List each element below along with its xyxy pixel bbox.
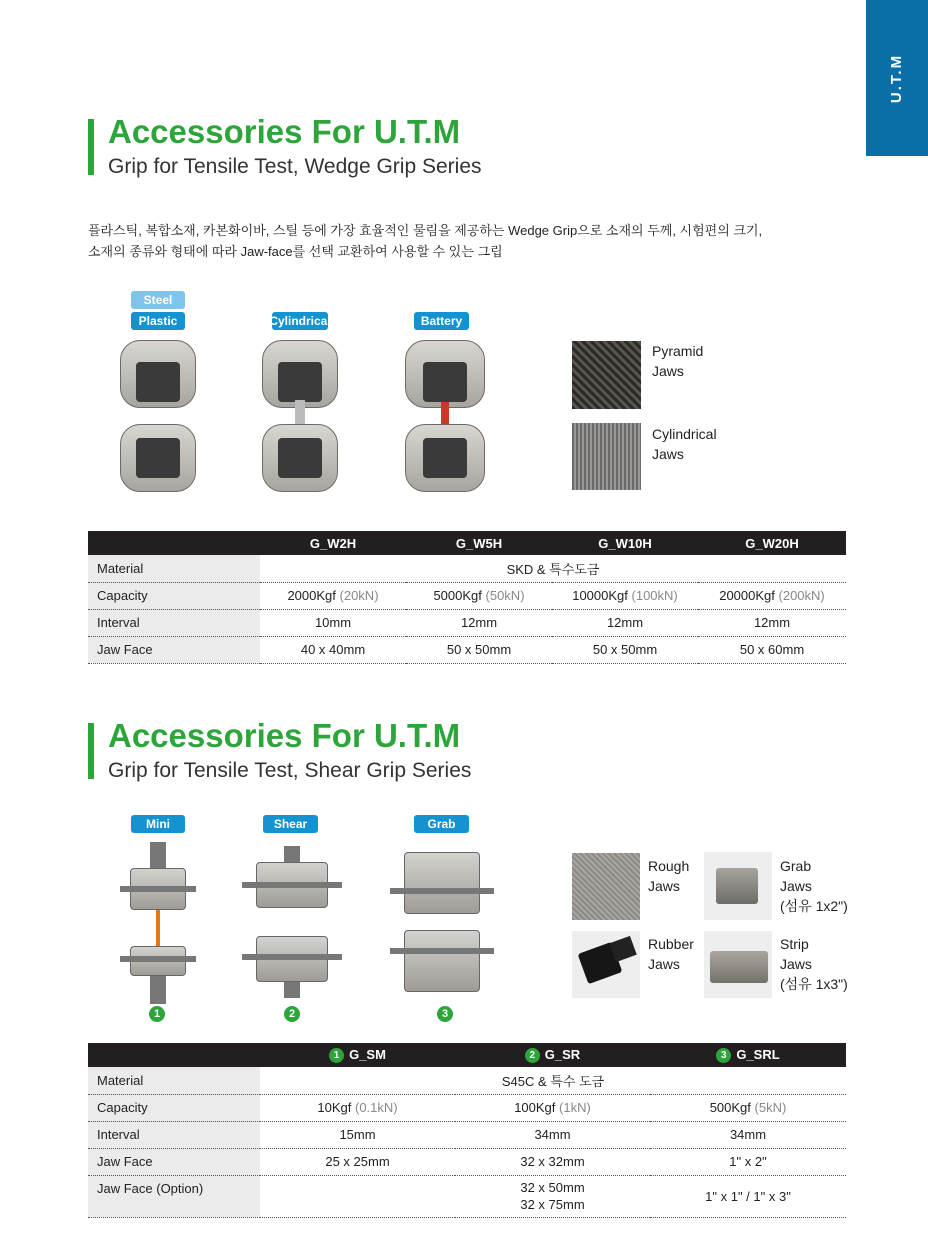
badge-cylindrical: Cylindrical [269, 314, 331, 328]
table-header-row [88, 1043, 846, 1067]
grab-grip-image [390, 842, 494, 1002]
row-label: Jaw Face [88, 1148, 260, 1175]
badge-mini: Mini [131, 815, 185, 833]
table-cell: 34mm [455, 1121, 650, 1148]
table-cell: 5000Kgf (50kN) [406, 582, 552, 609]
section1-subtitle: Grip for Tensile Test, Wedge Grip Series [108, 155, 482, 178]
badge-plastic: Plastic [131, 312, 185, 330]
grab-jaws-image [704, 852, 772, 920]
row-label: Material [88, 555, 260, 582]
section1-title: Accessories For U.T.M [108, 113, 461, 150]
table-row [88, 1067, 846, 1094]
table-cell: 32 x 32mm [455, 1148, 650, 1175]
side-tab-label: U.T.M [888, 53, 906, 103]
table-header: 3 G_SRL [650, 1043, 846, 1067]
table-cell: 34mm [650, 1121, 846, 1148]
table-row [88, 609, 846, 636]
table-cell: SKD & 특수도금 [260, 555, 846, 582]
shear-grip-image [242, 842, 342, 1002]
table-row [88, 555, 846, 582]
wedge-grip-plastic-image [120, 340, 196, 492]
table-cell: 500Kgf (5kN) [650, 1094, 846, 1121]
wedge-grip-battery-image [405, 340, 485, 492]
device-number-2: 2 [284, 1006, 300, 1022]
desc-line-1: 플라스틱, 복합소재, 카본화이바, 스틸 등에 가장 효율적인 물림을 제공하는 Wedge Grip으로 소재의 두께, 시험편의 크기, [88, 223, 763, 238]
pyramid-jaws-label: Pyramid Jaws [652, 343, 704, 379]
table-cell: 10mm [260, 609, 406, 636]
cylindrical-jaws-image [572, 423, 641, 490]
table-cell: 10Kgf (0.1kN) [260, 1094, 455, 1121]
table-row [88, 1148, 846, 1175]
table-cell: 25 x 25mm [260, 1148, 455, 1175]
wedge-grip-spec-table [88, 531, 846, 664]
table-cell: 12mm [698, 609, 846, 636]
row-label: Jaw Face (Option) [88, 1175, 260, 1217]
table-cell: 20000Kgf (200kN) [698, 582, 846, 609]
desc-line-2: 소재의 종류와 형태에 따라 Jaw-face를 선택 교환하여 사용할 수 있는 그립 [88, 244, 503, 259]
section2-title: Accessories For U.T.M [108, 717, 461, 754]
badge-battery: Battery [414, 312, 469, 330]
row-label: Material [88, 1067, 260, 1094]
table-cell: 50 x 50mm [406, 636, 552, 663]
table-header [88, 531, 260, 555]
table-cell: 32 x 50mm 32 x 75mm [455, 1175, 650, 1217]
badge-grab: Grab [414, 815, 469, 833]
table-row [88, 1094, 846, 1121]
table-header: G_W20H [698, 531, 846, 555]
table-cell: 10000Kgf (100kN) [552, 582, 698, 609]
section1-description [88, 220, 808, 262]
strip-jaws-image [704, 931, 772, 998]
grab-jaws-label: Grab Jaws (섬유 1x2") [780, 858, 848, 914]
heading-bar [88, 723, 94, 779]
table-cell: S45C & 특수 도금 [260, 1067, 846, 1094]
table-cell [260, 1175, 455, 1217]
table-cell: 12mm [552, 609, 698, 636]
table-header: G_W5H [406, 531, 552, 555]
cylindrical-jaws-label: Cylindrical Jaws [652, 426, 717, 462]
table-cell: 40 x 40mm [260, 636, 406, 663]
table-header: G_W2H [260, 531, 406, 555]
device-number-3: 3 [437, 1006, 453, 1022]
table-cell: 1" x 2" [650, 1148, 846, 1175]
wedge-grip-cylindrical-image [262, 340, 338, 492]
table-header [88, 1043, 260, 1067]
table-header: 2 G_SR [455, 1043, 650, 1067]
rough-jaws-image [572, 853, 640, 920]
row-label: Capacity [88, 582, 260, 609]
table-row [88, 1121, 846, 1148]
table-cell: 50 x 60mm [698, 636, 846, 663]
rubber-jaws-label: Rubber Jaws [648, 936, 694, 972]
shear-grip-spec-table [88, 1043, 846, 1218]
table-header-row [88, 531, 846, 555]
row-label: Interval [88, 1121, 260, 1148]
side-tab[interactable] [866, 0, 928, 156]
table-cell: 12mm [406, 609, 552, 636]
table-row [88, 1175, 846, 1217]
table-header: 1 G_SM [260, 1043, 455, 1067]
device-number-1: 1 [149, 1006, 165, 1022]
row-label: Capacity [88, 1094, 260, 1121]
table-row [88, 636, 846, 663]
table-header: G_W10H [552, 531, 698, 555]
table-cell: 2000Kgf (20kN) [260, 582, 406, 609]
rubber-jaws-image [572, 931, 640, 998]
table-cell: 50 x 50mm [552, 636, 698, 663]
table-cell: 15mm [260, 1121, 455, 1148]
strip-jaws-label: Strip Jaws (섬유 1x3") [780, 936, 848, 992]
row-label: Jaw Face [88, 636, 260, 663]
badge-shear: Shear [263, 815, 318, 833]
pyramid-jaws-image [572, 341, 641, 409]
table-row [88, 582, 846, 609]
section2-subtitle: Grip for Tensile Test, Shear Grip Series [108, 759, 472, 782]
mini-grip-image [120, 842, 196, 1004]
row-label: Interval [88, 609, 260, 636]
table-cell: 1" x 1" / 1" x 3" [650, 1175, 846, 1217]
table-cell: 100Kgf (1kN) [455, 1094, 650, 1121]
heading-bar [88, 119, 94, 175]
rough-jaws-label: Rough Jaws [648, 858, 690, 894]
badge-steel: Steel [131, 291, 185, 309]
